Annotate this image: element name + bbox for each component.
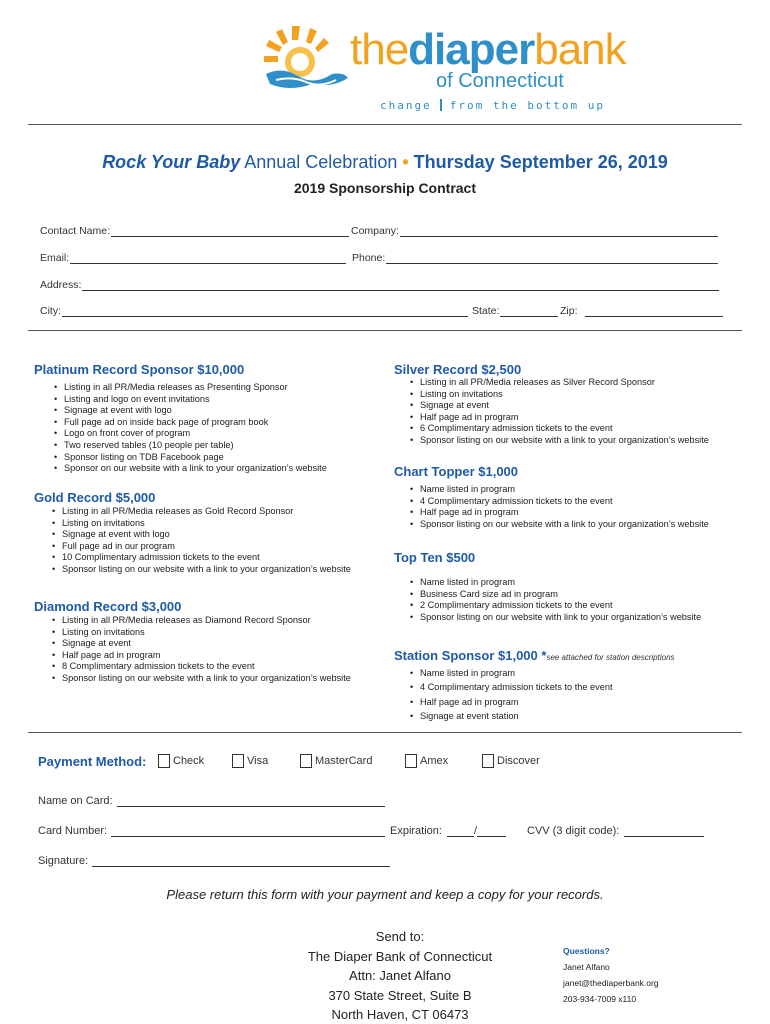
list-item: • Signage at event [410, 400, 730, 412]
questions-phone: 203-934-7009 x110 [563, 994, 637, 1004]
contact-name-field[interactable] [40, 225, 349, 237]
discover-checkbox[interactable] [482, 754, 494, 768]
phone-line[interactable] [386, 253, 718, 264]
silver-title: Silver Record $2,500 [394, 362, 522, 377]
list-item: • 10 Complimentary admission tickets to the event [52, 552, 362, 564]
questions-name: Janet Alfano [563, 962, 610, 972]
name-on-card-label: Name on Card: [38, 795, 113, 807]
list-item: • Logo on front cover of program [54, 428, 374, 440]
platinum-title: Platinum Record Sponsor $10,000 [34, 362, 245, 377]
discover-label: Discover [497, 755, 540, 767]
state-label: State: [472, 305, 500, 317]
payment-visa-option[interactable] [232, 754, 268, 768]
expiration-month-line[interactable] [447, 826, 474, 837]
logo-tag-right: from the bottom up [449, 99, 605, 112]
list-item: • Listing on invitations [52, 518, 362, 530]
list-item: • Sponsor listing on our website with a link to your organization’s website [410, 435, 730, 447]
return-instructions: Please return this form with your payment and keep a copy for your records. [166, 887, 604, 902]
address-label: Address: [40, 279, 82, 291]
contact-name-line[interactable] [111, 226, 349, 237]
expiration-field[interactable] [390, 825, 506, 837]
levels-divider [28, 732, 742, 733]
list-item: • Listing on invitations [410, 389, 730, 401]
list-item: • Listing and logo on event invitations [54, 394, 374, 406]
chart-topper-title: Chart Topper $1,000 [394, 464, 519, 479]
questions-contact [563, 943, 659, 1007]
list-item: • Listing in all PR/Media releases as Silver Record Sponsor [410, 377, 730, 389]
expiration-year-line[interactable] [477, 826, 506, 837]
mastercard-label: MasterCard [315, 755, 373, 767]
platinum-benefits [54, 382, 374, 475]
list-item: • Name listed in program [410, 577, 750, 589]
list-item: • Sponsor listing on our website with a link to your organization’s website [410, 519, 730, 531]
contact-divider [28, 330, 742, 331]
expiration-label: Expiration: [390, 825, 442, 837]
cvv-label: CVV (3 digit code): [527, 825, 620, 837]
list-item: • Signage at event station [410, 709, 730, 723]
zip-field[interactable] [560, 305, 723, 317]
list-item: • Name listed in program [410, 666, 730, 680]
mastercard-checkbox[interactable] [300, 754, 312, 768]
list-item: • Listing in all PR/Media releases as Gold Record Sponsor [52, 506, 362, 518]
diaper-bank-logo [262, 20, 626, 116]
card-number-field[interactable] [38, 825, 385, 837]
list-item: • Sponsor listing on TDB Facebook page [54, 452, 374, 464]
list-item: • Half page ad in program [410, 412, 730, 424]
list-item: • Sponsor listing on our website with link to your organization’s website [410, 612, 750, 624]
phone-field[interactable] [352, 252, 718, 264]
logo-of-connecticut: of Connecticut [436, 70, 564, 92]
event-name-rest: Annual Celebration [240, 152, 403, 172]
cvv-line[interactable] [624, 826, 704, 837]
logo-bank: bank [534, 25, 626, 74]
card-number-label: Card Number: [38, 825, 108, 837]
send-to-address [286, 927, 514, 1024]
list-item: • Name listed in program [410, 484, 730, 496]
send-to-heading: Send to: [375, 929, 425, 944]
payment-check-option[interactable] [158, 754, 204, 768]
station-benefits [410, 666, 730, 724]
name-on-card-line[interactable] [117, 796, 385, 807]
state-line[interactable] [500, 306, 558, 317]
list-item: • Listing in all PR/Media releases as Diamond Record Sponsor [52, 615, 362, 627]
signature-label: Signature: [38, 855, 89, 867]
logo-wordmark [350, 25, 626, 74]
state-field[interactable] [472, 305, 558, 317]
card-number-line[interactable] [111, 826, 385, 837]
station-title [394, 648, 675, 663]
logo-the: the [350, 25, 409, 74]
address-field[interactable] [40, 279, 719, 291]
list-item: • Sponsor listing on our website with a link to your organization’s website [52, 673, 362, 685]
amex-checkbox[interactable] [405, 754, 417, 768]
list-item: • Sponsor on our website with a link to your organization’s website [54, 463, 374, 475]
list-item: • Half page ad in program [52, 650, 362, 662]
questions-title: Questions? [563, 946, 610, 956]
logo-tag-left: change [380, 99, 432, 112]
payment-method-label: Payment Method: [38, 754, 147, 769]
payment-mastercard-option[interactable] [300, 754, 372, 768]
list-item: • 4 Complimentary admission tickets to the event [410, 680, 730, 694]
company-field[interactable] [351, 225, 718, 237]
silver-benefits [410, 377, 730, 447]
top-ten-benefits [410, 577, 750, 623]
address-line[interactable] [82, 280, 719, 291]
list-item: • Half page ad in program [410, 695, 730, 709]
amex-label: Amex [420, 755, 449, 767]
logo-diaper: diaper [408, 25, 535, 74]
expiration-separator: / [473, 825, 478, 837]
list-item: • Full page ad in our program [52, 541, 362, 553]
payment-discover-option[interactable] [482, 754, 540, 768]
event-title-bullet: • [402, 152, 409, 172]
list-item: • 6 Complimentary admission tickets to the event [410, 423, 730, 435]
event-date: Thursday September 26, 2019 [408, 152, 668, 172]
visa-label: Visa [247, 755, 269, 767]
questions-email[interactable]: janet@thediaperbank.org [563, 978, 659, 988]
list-item: • Half page ad in program [410, 507, 730, 519]
city-field[interactable] [40, 305, 468, 317]
email-label: Email: [40, 252, 70, 264]
visa-checkbox[interactable] [232, 754, 244, 768]
station-title-text: Station Sponsor $1,000 * [394, 648, 547, 663]
diamond-title: Diamond Record $3,000 [34, 599, 182, 614]
phone-label: Phone: [352, 252, 386, 264]
list-item: • 8 Complimentary admission tickets to the event [52, 661, 362, 673]
send-to-street: 370 State Street, Suite B [328, 987, 472, 1003]
contract-subtitle: 2019 Sponsorship Contract [293, 180, 477, 196]
send-to-city: North Haven, CT 06473 [331, 1007, 469, 1022]
event-title [0, 152, 770, 173]
city-label: City: [40, 305, 61, 317]
cvv-field[interactable] [527, 825, 704, 837]
list-item: • Full page ad on inside back page of program book [54, 417, 374, 429]
contact-name-label: Contact Name: [40, 225, 111, 237]
payment-amex-option[interactable] [405, 754, 448, 768]
list-item: • Signage at event with logo [54, 405, 374, 417]
signature-field[interactable] [38, 855, 390, 867]
diamond-benefits [52, 615, 362, 685]
header-divider [28, 124, 742, 125]
email-field[interactable] [40, 252, 346, 264]
list-item: • Listing in all PR/Media releases as Presenting Sponsor [54, 382, 374, 394]
send-to-attn: Attn: Janet Alfano [349, 968, 451, 983]
list-item: • Two reserved tables (10 people per table) [54, 440, 374, 452]
company-label: Company: [351, 225, 399, 237]
city-line[interactable] [62, 306, 468, 317]
signature-line[interactable] [92, 856, 390, 867]
logo-tag-divider [440, 99, 442, 111]
station-note: see attached for station descriptions [546, 653, 675, 662]
list-item: • Business Card size ad in program [410, 589, 750, 601]
list-item: • 2 Complimentary admission tickets to the event [410, 600, 750, 612]
top-ten-title: Top Ten $500 [394, 550, 476, 565]
check-label: Check [173, 755, 205, 767]
zip-line[interactable] [585, 306, 723, 317]
chart-topper-benefits [410, 484, 730, 530]
list-item: • Sponsor listing on our website with a link to your organization’s website [52, 564, 362, 576]
list-item: • Signage at event [52, 638, 362, 650]
send-to-org: The Diaper Bank of Connecticut [307, 948, 493, 964]
gold-title: Gold Record $5,000 [34, 490, 156, 505]
sun-icon [262, 22, 352, 92]
email-line[interactable] [70, 253, 346, 264]
list-item: • 4 Complimentary admission tickets to the event [410, 496, 730, 508]
event-name-italic: Rock Your Baby [102, 152, 241, 172]
company-line[interactable] [400, 226, 718, 237]
list-item: • Listing on invitations [52, 627, 362, 639]
logo-tagline [380, 99, 605, 112]
gold-benefits [52, 506, 362, 576]
check-checkbox[interactable] [158, 754, 170, 768]
zip-label: Zip: [560, 305, 578, 317]
list-item: • Signage at event with logo [52, 529, 362, 541]
name-on-card-field[interactable] [38, 795, 385, 807]
